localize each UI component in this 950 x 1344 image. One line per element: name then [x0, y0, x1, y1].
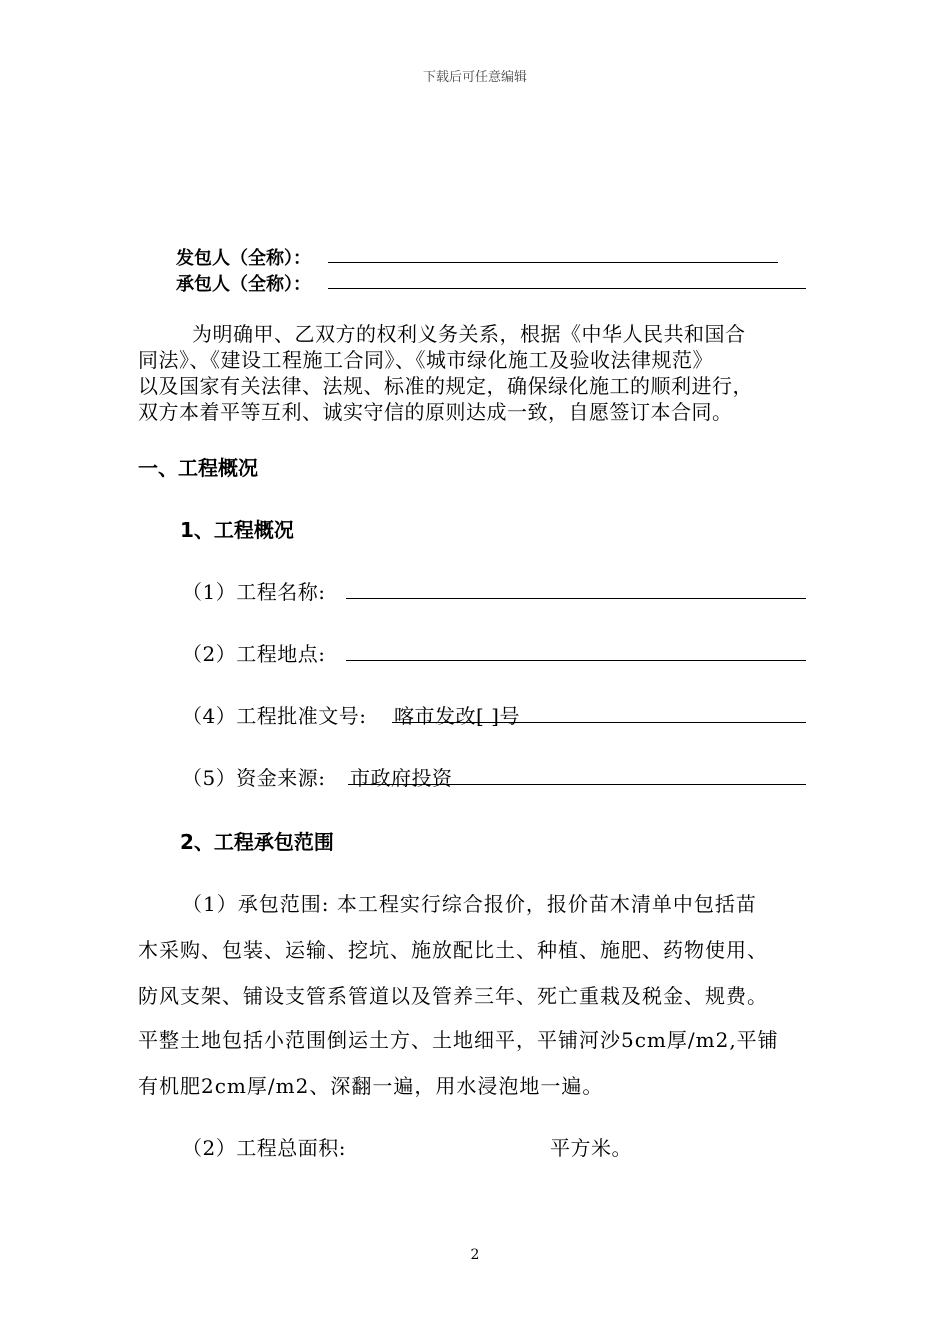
- project-name-line: [346, 598, 806, 599]
- total-area-label: （2）工程总面积:: [182, 1136, 346, 1160]
- contractor-label: 承包人（全称）：: [176, 274, 311, 295]
- approval-number-value: 喀市发改[ ]号: [394, 704, 520, 728]
- preamble-line: 以及国家有关法律、法规、标准的规定，确保绿化施工的顺利进行，: [138, 374, 753, 398]
- funding-source-value: 市政府投资: [350, 766, 453, 790]
- funding-source-label: （5）资金来源:: [182, 766, 326, 790]
- preamble-line: 为明确甲、乙双方的权利义务关系，根据《中华人民共和国合: [192, 322, 746, 346]
- section-title: 一、工程概况: [138, 456, 258, 480]
- scope-line: 防风支架、铺设支管系管道以及管养三年、死亡重栽及税金、规费。: [138, 984, 768, 1008]
- subsection-title: 2、工程承包范围: [180, 830, 334, 854]
- approval-number-label: （4）工程批准文号:: [182, 704, 367, 728]
- approval-number-line: [392, 722, 806, 723]
- page-number: 2: [470, 1247, 480, 1263]
- total-area-unit: 平方米。: [550, 1136, 632, 1160]
- contractor-name-line: [328, 288, 806, 289]
- project-location-line: [346, 660, 806, 661]
- employer-label: 发包人（全称）：: [176, 248, 311, 269]
- project-location-label: （2）工程地点:: [182, 642, 326, 666]
- subsection-title: 1、工程概况: [180, 518, 294, 542]
- scope-line: 有机肥2cm厚/m2、深翻一遍，用水浸泡地一遍。: [138, 1074, 604, 1098]
- preamble-line: 同法》、《建设工程施工合同》、《城市绿化施工及验收法律规范》: [138, 348, 713, 372]
- employer-name-line: [328, 262, 778, 263]
- header-note: 下载后可任意编辑: [422, 70, 527, 85]
- scope-line: 木采购、包装、运输、挖坑、施放配比土、种植、施肥、药物使用、: [138, 938, 768, 962]
- funding-source-line: [348, 784, 806, 785]
- scope-line: 平整土地包括小范围倒运土方、土地细平，平铺河沙5cm厚/m2,平铺: [138, 1028, 779, 1052]
- scope-line: （1）承包范围: 本工程实行综合报价，报价苗木清单中包括苗: [182, 892, 757, 916]
- project-name-label: （1）工程名称:: [182, 580, 326, 604]
- preamble-line: 双方本着平等互利、诚实守信的原则达成一致，自愿签订本合同。: [138, 400, 733, 424]
